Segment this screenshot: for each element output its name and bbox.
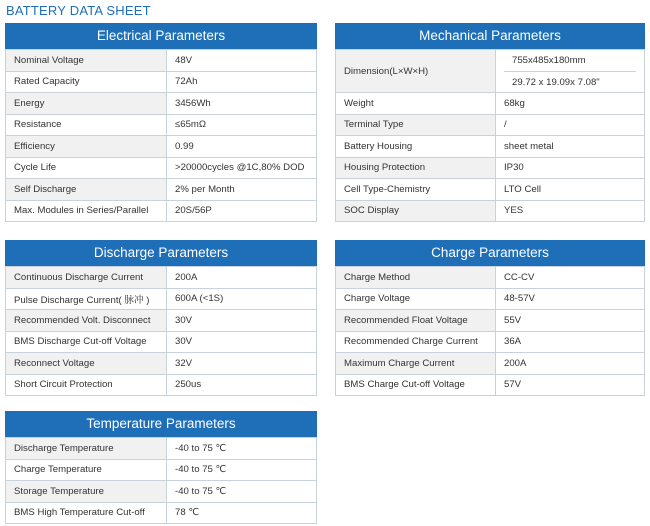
dimension-inches: 29.72 x 19.09x 7.08" [504, 71, 636, 92]
charge-parameters-table [335, 266, 645, 396]
parameter-value: ≤65mΩ [167, 114, 317, 136]
parameter-value: 36A [496, 331, 645, 353]
table-row [336, 179, 645, 201]
parameter-label: Pulse Discharge Current( 脉冲 ) [6, 288, 167, 310]
table-row [6, 93, 317, 115]
parameter-value: >20000cycles @1C,80% DOD [167, 157, 317, 179]
mechanical-parameters-heading: Mechanical Parameters [335, 23, 645, 49]
parameter-value: 68kg [496, 93, 645, 115]
table-row [336, 374, 645, 396]
table-row [336, 310, 645, 332]
parameter-value: -40 to 75 ℃ [167, 438, 317, 460]
parameter-value: / [496, 114, 645, 136]
parameter-label: Nominal Voltage [6, 50, 167, 72]
parameter-label: Charge Voltage [336, 288, 496, 310]
parameter-value: 32V [167, 353, 317, 375]
discharge-parameters-heading: Discharge Parameters [5, 240, 317, 266]
discharge-parameters-table [5, 266, 317, 396]
parameter-value: 250us [167, 374, 317, 396]
table-row [6, 353, 317, 375]
parameter-label: Recommended Volt. Disconnect [6, 310, 167, 332]
parameter-value: 20S/56P [167, 200, 317, 222]
table-row [6, 179, 317, 201]
table-row [336, 288, 645, 310]
parameter-value: sheet metal [496, 136, 645, 158]
charge-parameters-heading: Charge Parameters [335, 240, 645, 266]
dimension-label: Dimension(L×W×H) [336, 50, 496, 93]
parameter-label: Resistance [6, 114, 167, 136]
parameter-label: Cycle Life [6, 157, 167, 179]
table-row [6, 200, 317, 222]
discharge-parameters-panel [5, 240, 317, 396]
parameter-value: LTO Cell [496, 179, 645, 201]
parameter-label: Charge Temperature [6, 459, 167, 481]
table-row [336, 93, 645, 115]
parameter-label: Energy [6, 93, 167, 115]
table-row [336, 136, 645, 158]
parameter-value: 72Ah [167, 71, 317, 93]
table-row [6, 71, 317, 93]
parameter-label: Self Discharge [6, 179, 167, 201]
parameter-value: 78 ℃ [167, 502, 317, 524]
parameter-label: Maximum Charge Current [336, 353, 496, 375]
parameter-label: Short Circuit Protection [6, 374, 167, 396]
temperature-parameters-panel [5, 411, 317, 524]
temperature-parameters-table [5, 437, 317, 524]
table-row [336, 267, 645, 289]
table-row [336, 331, 645, 353]
electrical-parameters-table [5, 49, 317, 222]
parameter-label: Battery Housing [336, 136, 496, 158]
table-row [6, 288, 317, 310]
parameter-value: 3456Wh [167, 93, 317, 115]
parameter-value: 57V [496, 374, 645, 396]
parameter-label: Charge Method [336, 267, 496, 289]
charge-parameters-panel [335, 240, 645, 396]
table-row [6, 374, 317, 396]
table-row [336, 353, 645, 375]
parameter-label: BMS Discharge Cut-off Voltage [6, 331, 167, 353]
table-row [6, 50, 317, 72]
parameter-value: 48-57V [496, 288, 645, 310]
table-row [6, 481, 317, 503]
table-row [6, 310, 317, 332]
parameter-label: Rated Capacity [6, 71, 167, 93]
parameter-value: CC-CV [496, 267, 645, 289]
table-row [336, 50, 645, 93]
parameter-value: 48V [167, 50, 317, 72]
parameter-label: Housing Protection [336, 157, 496, 179]
parameter-label: BMS High Temperature Cut-off [6, 502, 167, 524]
parameter-value: IP30 [496, 157, 645, 179]
parameter-value: 55V [496, 310, 645, 332]
parameter-label: Recommended Float Voltage [336, 310, 496, 332]
parameter-label: Cell Type-Chemistry [336, 179, 496, 201]
table-row [6, 267, 317, 289]
parameter-label: Max. Modules in Series/Parallel [6, 200, 167, 222]
parameter-label: Weight [336, 93, 496, 115]
parameter-label: Reconnect Voltage [6, 353, 167, 375]
parameter-value: 200A [496, 353, 645, 375]
table-row [6, 157, 317, 179]
table-row [6, 438, 317, 460]
electrical-parameters-heading: Electrical Parameters [5, 23, 317, 49]
parameter-label: SOC Display [336, 200, 496, 222]
parameter-value: 200A [167, 267, 317, 289]
parameter-label: Storage Temperature [6, 481, 167, 503]
mechanical-parameters-panel [335, 23, 645, 222]
table-row [336, 200, 645, 222]
electrical-parameters-panel [5, 23, 317, 222]
parameter-label: Continuous Discharge Current [6, 267, 167, 289]
parameter-value: 600A (<1S) [167, 288, 317, 310]
dimension-mm: 755x485x180mm [512, 55, 586, 66]
document-title: BATTERY DATA SHEET [6, 3, 151, 18]
table-row [6, 459, 317, 481]
parameter-value: 30V [167, 331, 317, 353]
table-row [6, 502, 317, 524]
mechanical-parameters-table [335, 49, 645, 222]
parameter-value: -40 to 75 ℃ [167, 459, 317, 481]
parameter-value: 0.99 [167, 136, 317, 158]
table-row [6, 331, 317, 353]
parameter-label: Discharge Temperature [6, 438, 167, 460]
parameter-label: Efficiency [6, 136, 167, 158]
parameter-label: BMS Charge Cut-off Voltage [336, 374, 496, 396]
temperature-parameters-heading: Temperature Parameters [5, 411, 317, 437]
table-row [336, 157, 645, 179]
parameter-label: Terminal Type [336, 114, 496, 136]
table-row [6, 136, 317, 158]
parameter-value: -40 to 75 ℃ [167, 481, 317, 503]
table-row [336, 114, 645, 136]
parameter-value: YES [496, 200, 645, 222]
dimension-value [496, 50, 645, 93]
parameter-value: 30V [167, 310, 317, 332]
parameter-value: 2% per Month [167, 179, 317, 201]
parameter-label: Recommended Charge Current [336, 331, 496, 353]
table-row [6, 114, 317, 136]
